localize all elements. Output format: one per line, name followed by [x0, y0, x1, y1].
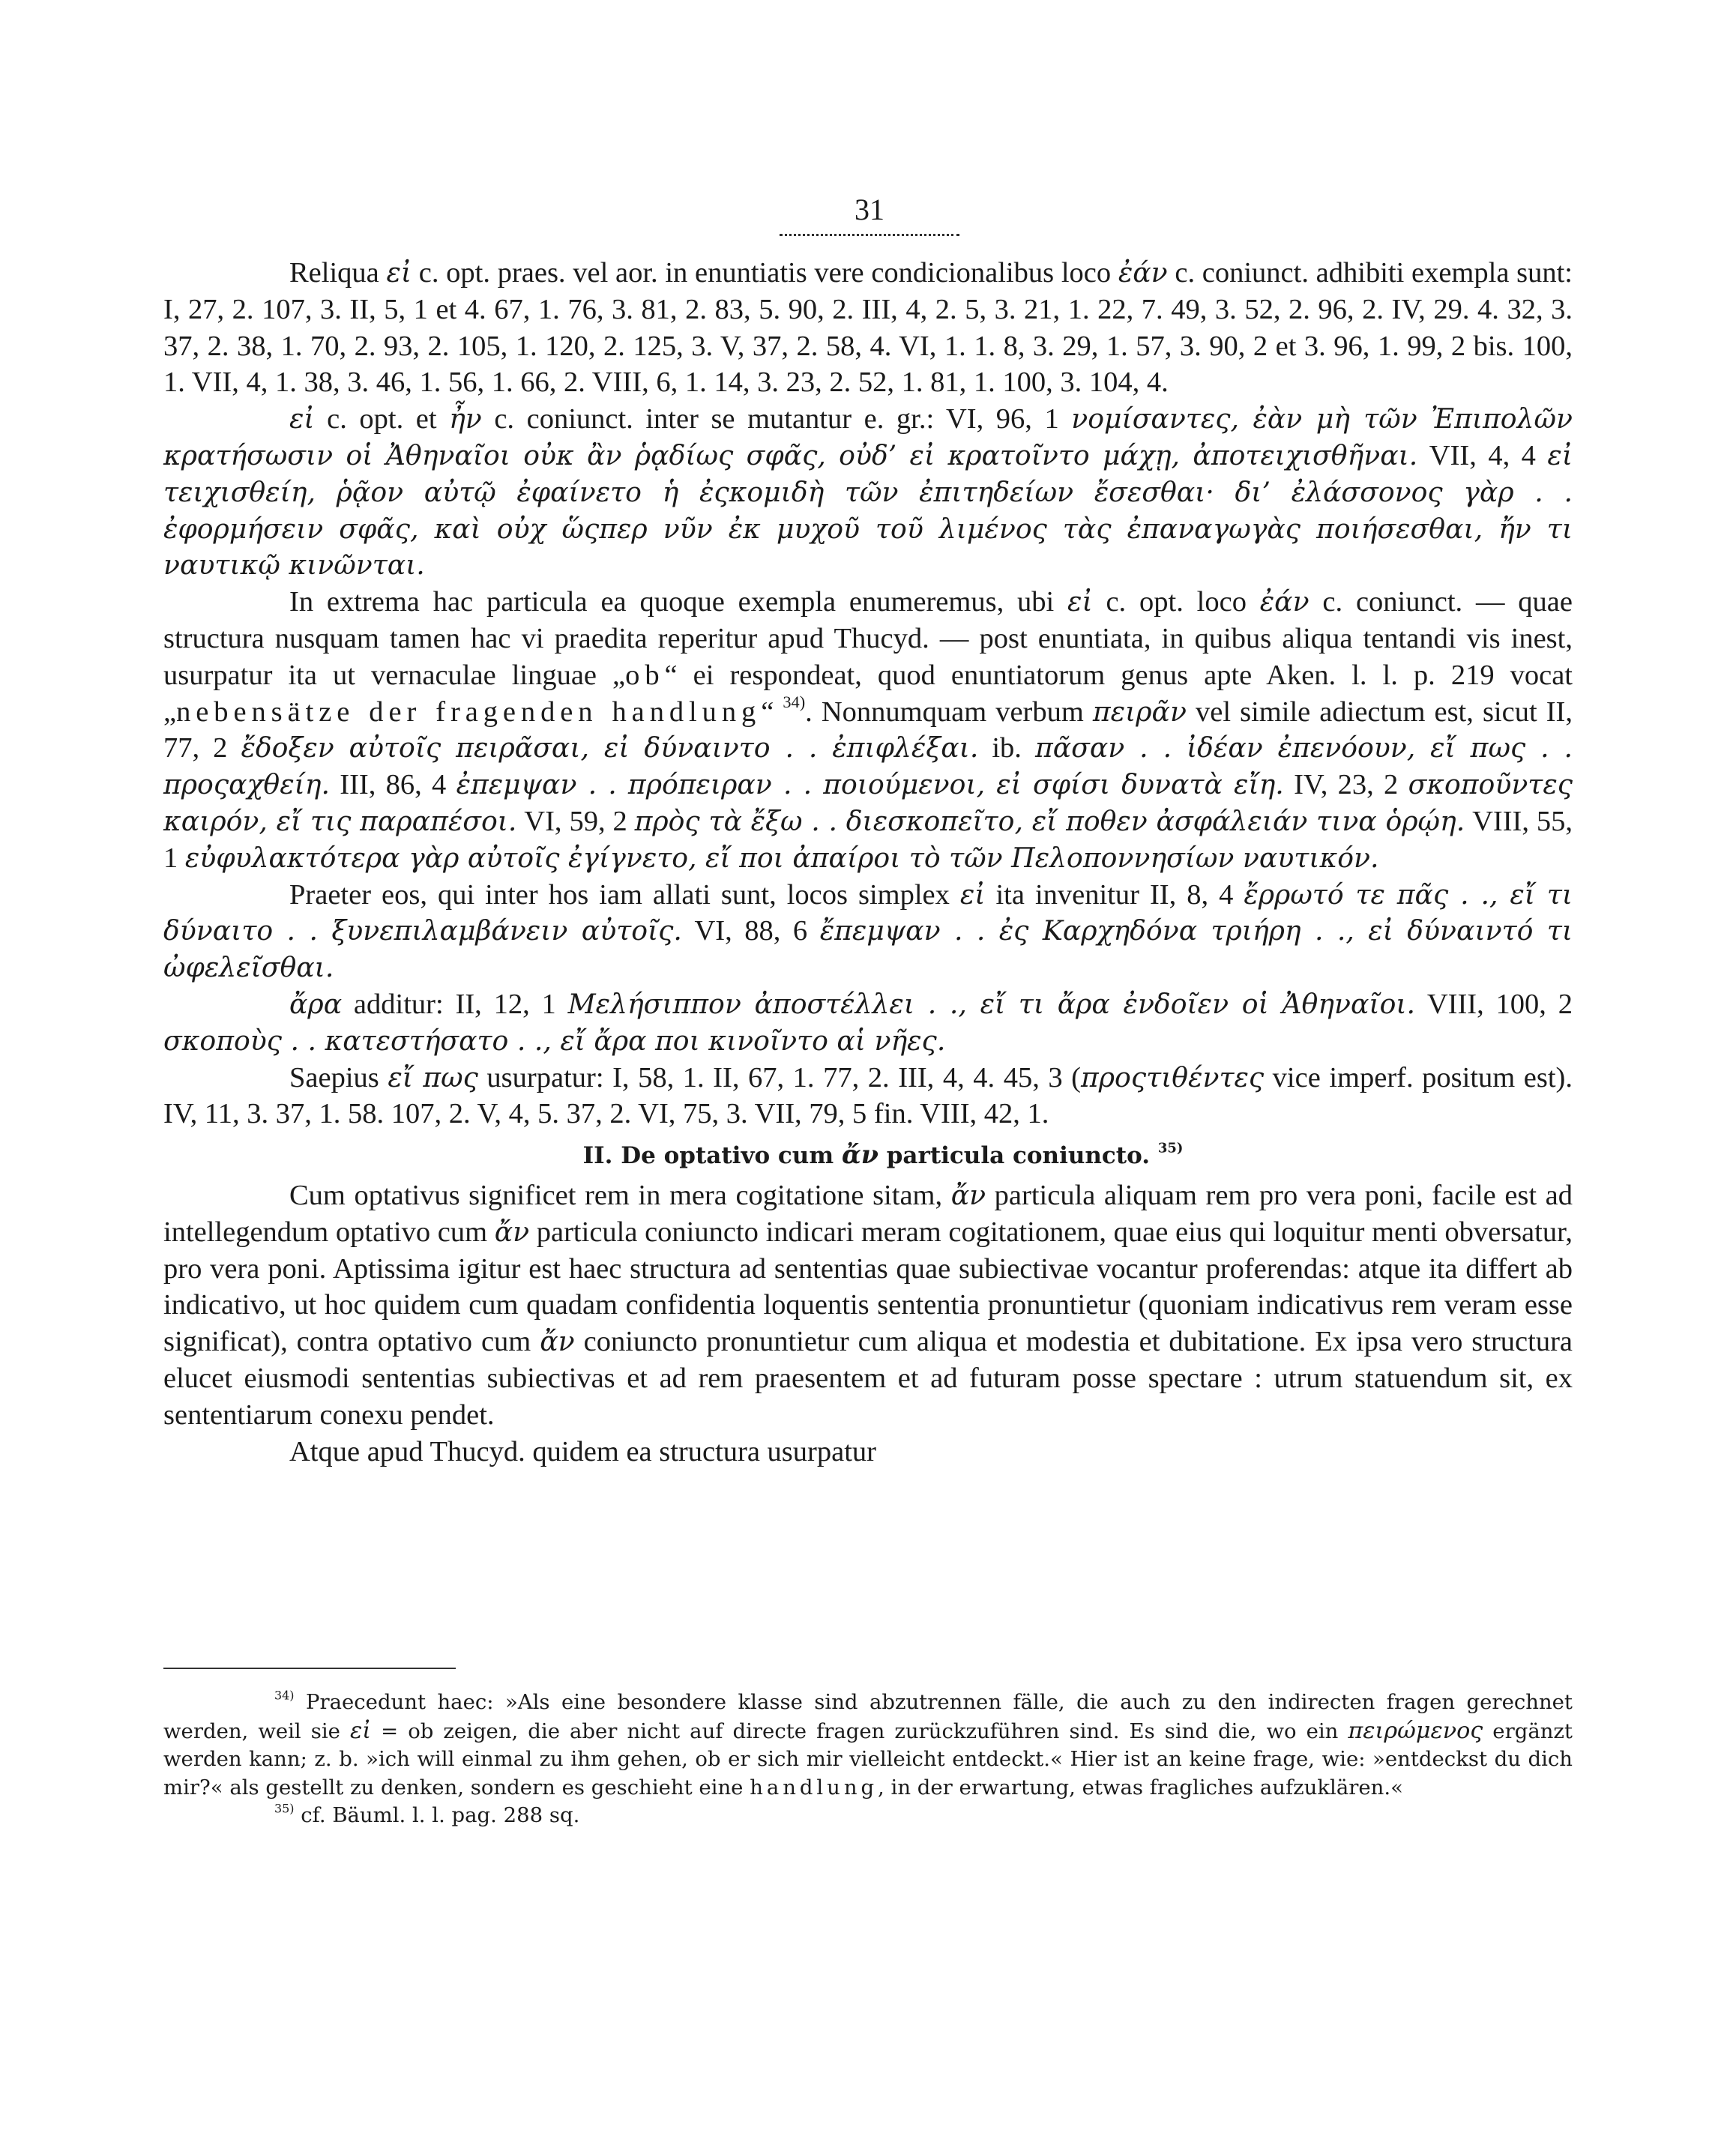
greek-text: ἦν: [449, 402, 482, 435]
greek-text: προςτιθέντες: [1081, 1061, 1265, 1093]
text-run: VIII, 100, 2: [1415, 988, 1573, 1020]
text-run: ergänzt werden kann; z. b. »ich will einmal zu ihm gehen, ob er sich mir vielleicht entdeckt.« Hier ist an keine frage, wie: »entdeckst du dich mir?« als gestellt zu denken, sondern es geschieht eine: [163, 1719, 1573, 1799]
text-run: VII, 4, 4: [1417, 439, 1548, 471]
spaced-phrase: nebensätze der fragenden handlung: [176, 696, 762, 728]
page-number: 31: [855, 193, 884, 226]
greek-text: εἰ: [959, 878, 986, 911]
text-run: c. coniunct. inter se mutantur e. gr.: VI, 96, 1: [481, 403, 1072, 435]
text-run: = ob zeigen, die aber nicht auf directe fragen zurückzuführen sind. Es sind die, wo ein: [371, 1719, 1348, 1743]
greek-quotation: πᾶσαν . . ἰδέαν ἐπενόουν, εἴ πως . . προςαχθείη.: [163, 731, 1573, 801]
text-run: Cum optativus significet rem in mera cogitatione sitam,: [289, 1179, 951, 1211]
paragraph-in-extrema: [163, 584, 1573, 876]
greek-quotation: σκοποὺς . . κατεστήσατο . ., εἴ ἄρα ποι κινοῖντο αἱ νῆες.: [163, 1024, 946, 1057]
text-run: particula aliquam rem pro vera poni, facile est ad intellegendum optativo cum: [163, 1179, 1573, 1248]
paragraph-reliqua: [163, 255, 1573, 401]
footnote-35: [163, 1802, 1573, 1830]
section-numeral: II.: [582, 1142, 613, 1170]
greek-quotation: εἰ τειχισθείη, ῥᾷον αὐτῷ ἐφαίνετο ἡ ἐςκομιδὴ τῶν ἐπιτηδείων ἔσεσθαι· δι’ ἐλάσσονος γὰρ . . ἐφορμήσειν σφᾶς, καὶ οὐχ ὥςπερ νῦν ἐκ μυχοῦ τοῦ λιμένος τὰς ἐπαναγωγὰς ποιήσεσθαι, ἤν τι ναυτικῷ κινῶνται.: [163, 438, 1573, 582]
main-text: [163, 255, 1573, 1470]
text-run: c. coniunct. adhibiti exempla sunt: I, 27, 2. 107, 3. II, 5, 1 et 4. 67, 1. 76, 3. 81, 2. 83, 5. 90, 2. III, 4, 2. 5, 3. 21, 1. 22, 7. 49, 3. 52, 2. 96, 2. IV, 29. 4. 32, 3. 37, 2. 38, 1. 70, 2. 93, 2. 105, 1. 120, 2. 125, 3. V, 37, 2. 58, 4. VI, 1. 1. 8, 3. 29, 1. 57, 3. 90, 2 et 3. 96, 1. 99, 2 bis. 100, 1. VII, 4, 1. 38, 3. 46, 1. 56, 1. 66, 2. VIII, 6, 1. 14, 3. 23, 2. 52, 1. 81, 1. 100, 3. 104, 4.: [163, 257, 1573, 399]
greek-text: εἰ: [349, 1717, 372, 1744]
greek-text: πειρώμενος: [1348, 1717, 1483, 1744]
footnote-reference-35[interactable]: 35): [1157, 1140, 1184, 1156]
greek-text: εἴ πως: [388, 1061, 478, 1093]
greek-text: ἄν: [950, 1178, 986, 1211]
paragraph-praeter-eos: [163, 877, 1573, 986]
text-run: vel simile adiectum est, sicut II, 77, 2: [163, 696, 1573, 764]
paragraph-ara: [163, 986, 1573, 1060]
greek-text: ἄν: [494, 1215, 530, 1248]
text-run: particula coniuncto indicari meram cogitationem, quae eius qui loquitur menti obversatur, pro vera poni. Aptissima igitur est haec structura ad sententias quae subiectivae vocantur proferendas: atque ita differt ab indicativo, ut hoc quidem cum quadam confidentia loquentis sententia pronuntietur (quoniam indicativus rem veram esse significat), contra optativo cum: [163, 1216, 1573, 1358]
text-run: , in der erwartung, etwas fragliches aufzuklären.«: [878, 1775, 1403, 1799]
text-run: VI, 59, 2: [516, 805, 635, 837]
greek-text: εἰ: [1067, 585, 1093, 618]
text-run: Reliqua: [289, 257, 387, 289]
text-run: Saepius: [289, 1061, 388, 1093]
greek-quotation: Μελήσιππον ἀποστέλλει . ., εἴ τι ἄρα ἐνδοῖεν οἱ Ἀθηναῖοι.: [567, 987, 1416, 1020]
text-run: ib.: [978, 732, 1035, 764]
footnote-number: 34): [274, 1688, 295, 1703]
text-run: ita invenitur II, 8, 4: [985, 878, 1244, 911]
greek-quotation: νομίσαντες, ἐὰν μὴ τῶν Ἐπιπολῶν κρατήσωσιν οἱ Ἀθηναῖοι οὐκ ἂν ῥᾳδίως σφᾶς, οὐδ’ εἰ κρατοῖντο μάχῃ, ἀποτειχισθῆναι.: [163, 402, 1573, 471]
text-run: Praecedunt haec: »Als eine besondere klasse sind abzutrennen fälle, die auch zu den indirecten fragen gerechnet werden, weil sie: [163, 1690, 1573, 1743]
page-number-ornament: [780, 228, 959, 236]
text-run: c. opt. loco: [1092, 586, 1260, 618]
footnote-reference-34[interactable]: 34): [783, 692, 806, 711]
text-run: additur: II, 12, 1: [342, 988, 568, 1020]
footnote-number: 35): [274, 1801, 295, 1816]
greek-quotation: σκοποῦντες καιρόν, εἴ τις παραπέσοι.: [163, 768, 1573, 837]
greek-text: ἄρα: [289, 987, 343, 1020]
greek-quotation: ἔπεμψαν . . ἐς Καρχηδόνα τριήρη . ., εἰ δύναιντό τι ὠφελεῖσθαι.: [163, 914, 1573, 984]
greek-text: ἐάν: [1118, 256, 1168, 289]
paragraph-atque-apud: Atque apud Thucyd. quidem ea structura usurpatur: [289, 1435, 876, 1467]
text-run: IV, 23, 2: [1283, 769, 1408, 801]
greek-quotation: ἐπεμψαν . . πρόπειραν . . ποιούμενοι, εἰ σφίσι δυνατὰ εἴη.: [456, 768, 1284, 801]
text-run: Praeter eos, qui inter hos iam allati sunt, locos simplex: [289, 878, 960, 911]
greek-text: ἄν: [540, 1325, 575, 1358]
greek-quotation: ἔρρωτό τε πᾶς . ., εἴ τι δύναιτο . . ξυνεπιλαμβάνειν αὐτοῖς.: [163, 878, 1573, 947]
greek-text: ἐάν: [1259, 585, 1309, 618]
text-run: coniuncto pronuntietur cum aliqua et modestia et dubitatione. Ex ipsa vero structura elucet eiusmodi sententias subiectivas et ad rem praesentem et ad futuram posse spectare : utrum statuendum sit, ex sententiarum conexu pendet.: [163, 1326, 1573, 1431]
text-run: “: [761, 696, 783, 728]
text-run: c. opt. et: [314, 403, 450, 435]
paragraph-mutantur: [163, 401, 1573, 584]
footnote-34: [163, 1689, 1573, 1802]
text-run: In extrema hac particula ea quoque exempla enumeremus, ubi: [289, 586, 1068, 618]
paragraph-saepius: [163, 1060, 1573, 1133]
text-run: VI, 88, 6: [681, 915, 820, 947]
section-heading: [163, 1137, 1573, 1174]
text-run: . Nonnumquam verbum: [805, 696, 1093, 728]
greek-quotation: ἔδοξεν αὐτοῖς πειρᾶσαι, εἰ δύναιντο . . ἐπιφλέξαι.: [241, 731, 979, 764]
text-run: III, 86, 4: [329, 769, 456, 801]
text-run: vice imperf. positum est). IV, 11, 3. 37, 1. 58. 107, 2. V, 4, 5. 37, 2. VI, 75, 3. VII, 79, 5 fin. VIII, 42, 1.: [163, 1061, 1573, 1130]
greek-text: εἰ: [289, 402, 315, 435]
greek-text: ἄν: [841, 1140, 878, 1170]
section-title: De optativo cum: [612, 1142, 842, 1170]
text-run: c. opt. praes. vel aor. in enuntiatis vere condicionalibus loco: [412, 257, 1118, 289]
text-run: c. coniunct. — quae structura nusquam tamen hac vi praedita reperitur apud Thucyd. — post enuntiata, in quibus aliqua tentandi vis inest, usurpatur ita ut vernaculae linguae „: [163, 586, 1573, 691]
section-title: particula coniuncto.: [878, 1142, 1158, 1170]
paragraph-cum-optativus: [163, 1177, 1573, 1434]
footnotes: [163, 1689, 1573, 1830]
text-run: cf. Bäuml. l. l. pag. 288 sq.: [294, 1803, 580, 1828]
footnote-divider: [163, 1668, 456, 1669]
text-run: “ ei respondeat, quod enuntiatorum genus apte Aken. l. l. p. 219 vocat „: [163, 659, 1573, 728]
greek-quotation: πρὸς τὰ ἔξω . . διεσκοπεῖτο, εἴ ποθεν ἀσφάλειάν τινα ὁρῴη.: [634, 804, 1465, 837]
spaced-word: ob: [625, 659, 665, 691]
greek-text: πειρᾶν: [1092, 695, 1187, 728]
text-run: usurpatur: I, 58, 1. II, 67, 1. 77, 2. III, 4, 4. 45, 3 (: [477, 1061, 1081, 1093]
greek-text: εἰ: [386, 256, 412, 289]
text-run: VIII, 55, 1: [163, 805, 1573, 874]
spaced-word: handlung: [750, 1775, 878, 1799]
greek-quotation: εὐφυλακτότερα γὰρ αὐτοῖς ἐγίγνετο, εἴ ποι ἀπαίροι τὸ τῶν Πελοποννησίων ναυτικόν.: [184, 841, 1379, 874]
